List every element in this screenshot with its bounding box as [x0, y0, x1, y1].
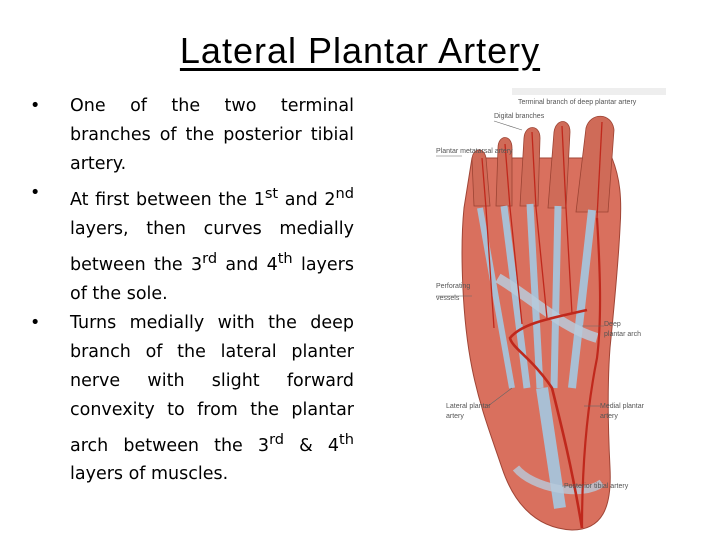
bullet-list [30, 92, 354, 489]
label-perforating-vessels: Perforating [436, 283, 471, 290]
bullet-text: layers of the sole. [70, 254, 354, 304]
toe-1 [576, 116, 614, 212]
toe-3 [520, 128, 540, 207]
bullet-text: One of the two terminal branches of the posterior tibial artery. [70, 96, 354, 174]
superscript: nd [335, 185, 354, 202]
foot-anatomy-figure [432, 88, 668, 534]
bullet-text: & 4 [284, 435, 340, 456]
label-medial-plantar-artery: artery [600, 413, 618, 420]
label-digital-branches: Digital branches [494, 113, 545, 120]
label-plantar-metatarsal-artery: Plantar metatarsal artery [436, 148, 513, 155]
top-label-bar [512, 88, 666, 95]
label-lateral-plantar-artery: artery [446, 413, 464, 420]
label-deep-plantar-arch: plantar arch [604, 331, 641, 338]
label-top-cut: Terminal branch of deep plantar artery [518, 99, 637, 106]
bullet-text: and 4 [217, 254, 278, 275]
bullet-text: Turns medially with the deep branch of the lateral planter nerve with slight forward convexity to from the plantar arch between the 3 [70, 312, 354, 456]
label-deep-plantar-arch: Deep [604, 321, 621, 328]
bullet-item [30, 179, 354, 309]
tendon [554, 206, 558, 388]
superscript: th [277, 249, 293, 267]
label-posterior-tibial-artery: Posterior tibial artery [564, 483, 629, 490]
toe-2 [548, 122, 570, 209]
bullet-item [30, 309, 354, 490]
superscript: st [264, 185, 279, 202]
foot-illustration [432, 88, 668, 534]
superscript: rd [202, 249, 218, 267]
label-lateral-plantar-artery: Lateral plantar [446, 403, 491, 410]
bullet-text: layers, then curves medially between the 3 [70, 218, 354, 275]
bullet-item [30, 92, 354, 179]
page-title: Lateral Plantar Artery [179, 30, 541, 71]
label-perforating-vessels: vessels [436, 295, 460, 302]
leader-line [494, 121, 522, 130]
label-medial-plantar-artery: Medial plantar [600, 403, 644, 410]
superscript: th [339, 430, 354, 448]
bullet-text: At first between the 1 [70, 189, 265, 210]
superscript: rd [269, 430, 285, 448]
bullet-text: and 2 [278, 189, 336, 210]
bullet-text: layers of muscles. [70, 464, 229, 485]
